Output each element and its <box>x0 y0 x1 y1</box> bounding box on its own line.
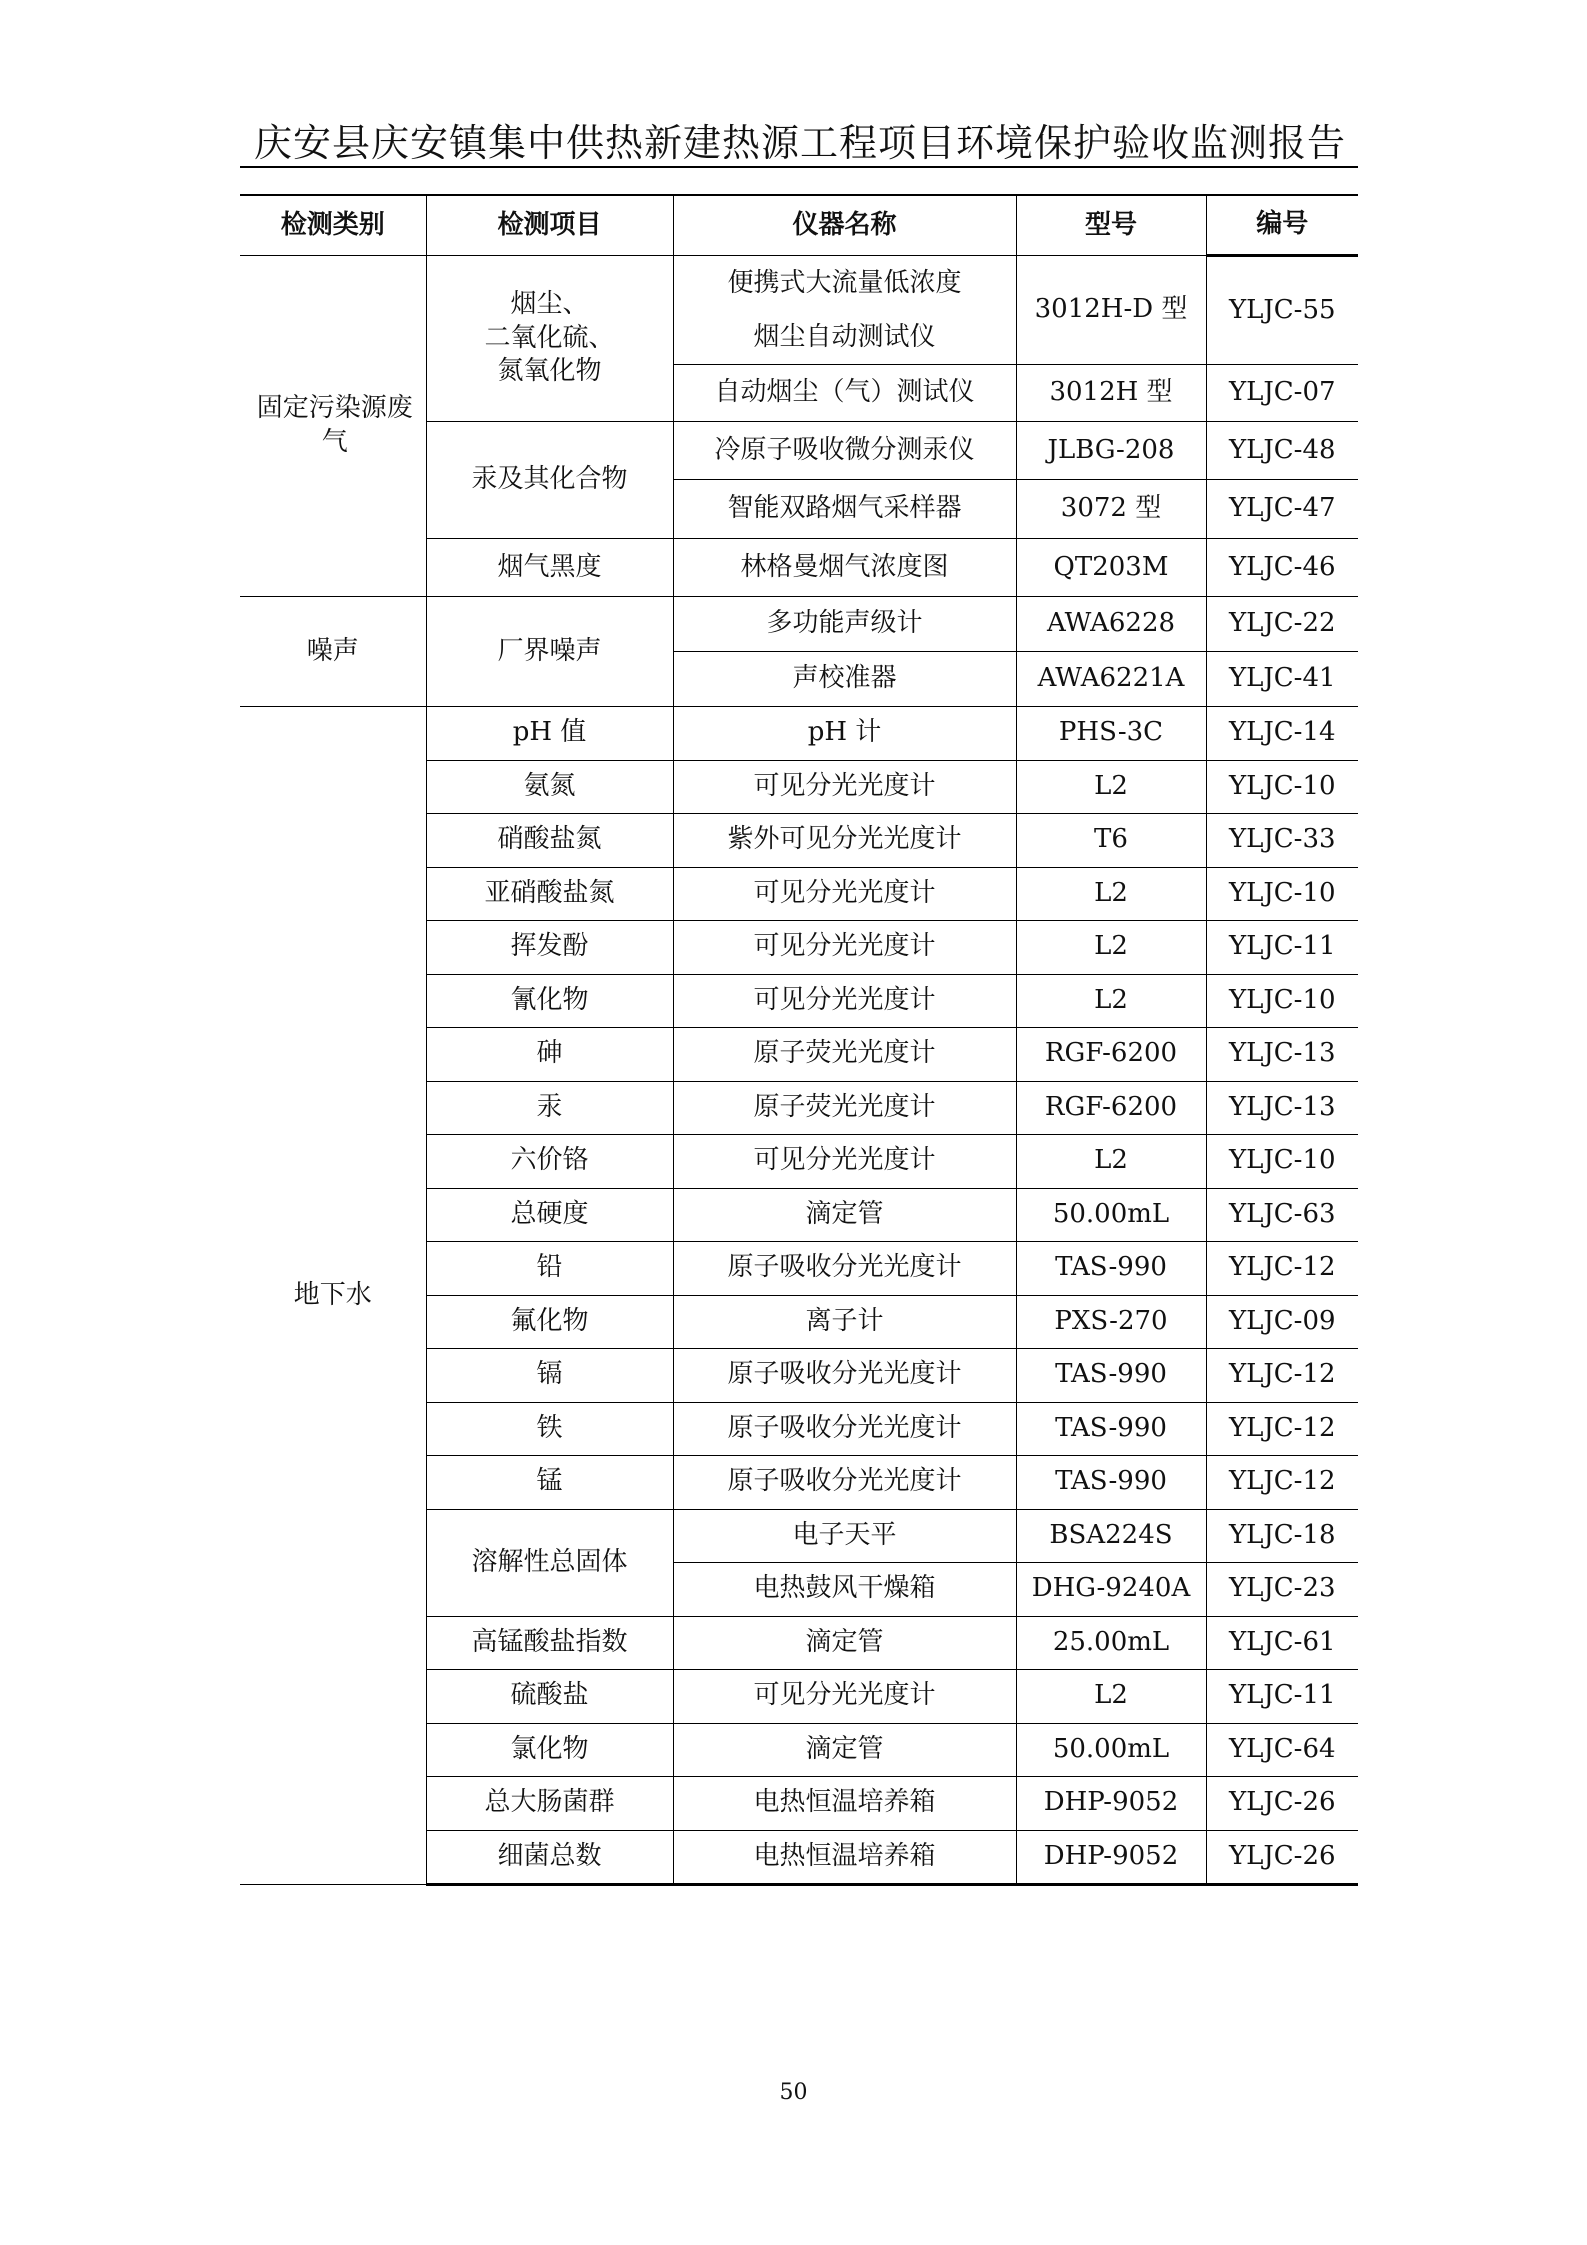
item-cell: 氯化物 <box>426 1723 673 1777</box>
code-cell: YLJC-41 <box>1206 652 1358 707</box>
instrument-cell: 电子天平 <box>673 1509 1016 1563</box>
code-cell: YLJC-64 <box>1206 1723 1358 1777</box>
item-cell <box>426 256 673 422</box>
instrument-cell: 滴定管 <box>673 1723 1016 1777</box>
model-cell: AWA6221A <box>1016 652 1206 707</box>
model-cell: T6 <box>1016 814 1206 868</box>
instrument-cell: 滴定管 <box>673 1616 1016 1670</box>
model-cell: JLBG-208 <box>1016 422 1206 480</box>
instrument-cell: 可见分光光度计 <box>673 1670 1016 1724</box>
code-cell: YLJC-14 <box>1206 707 1358 761</box>
model-cell: L2 <box>1016 921 1206 975</box>
instrument-cell: 可见分光光度计 <box>673 760 1016 814</box>
model-cell: TAS-990 <box>1016 1242 1206 1296</box>
code-cell: YLJC-26 <box>1206 1830 1358 1885</box>
model-cell: QT203M <box>1016 539 1206 597</box>
item-cell: 镉 <box>426 1349 673 1403</box>
instrument-cell: 自动烟尘（气）测试仪 <box>673 365 1016 422</box>
code-cell: YLJC-33 <box>1206 814 1358 868</box>
instrument-cell: 电热恒温培养箱 <box>673 1777 1016 1831</box>
item-cell: 烟气黑度 <box>426 539 673 597</box>
item-line: 烟尘、 <box>510 288 589 319</box>
code-cell: YLJC-13 <box>1206 1028 1358 1082</box>
instrument-cell: 滴定管 <box>673 1188 1016 1242</box>
code-cell: YLJC-63 <box>1206 1188 1358 1242</box>
item-cell: 厂界噪声 <box>426 597 673 707</box>
page-title: 庆安县庆安镇集中供热新建热源工程项目环境保护验收监测报告 <box>253 121 1346 165</box>
code-cell: YLJC-18 <box>1206 1509 1358 1563</box>
code-cell: YLJC-10 <box>1206 760 1358 814</box>
table-row <box>240 707 1358 761</box>
model-cell: 50.00mL <box>1016 1723 1206 1777</box>
header-instrument: 仪器名称 <box>673 195 1016 256</box>
model-cell: L2 <box>1016 867 1206 921</box>
item-cell: 铁 <box>426 1402 673 1456</box>
instrument-cell: 可见分光光度计 <box>673 921 1016 975</box>
code-cell: YLJC-09 <box>1206 1295 1358 1349</box>
model-cell: 3012H-D 型 <box>1016 256 1206 365</box>
item-cell: 细菌总数 <box>426 1830 673 1885</box>
model-cell: RGF-6200 <box>1016 1081 1206 1135</box>
table-row <box>240 597 1358 652</box>
item-cell: 汞及其化合物 <box>426 422 673 539</box>
header-model: 型号 <box>1016 195 1206 256</box>
code-cell: YLJC-26 <box>1206 1777 1358 1831</box>
code-cell: YLJC-07 <box>1206 365 1358 422</box>
title-rule <box>240 166 1358 168</box>
page-number: 50 <box>779 2080 808 2105</box>
instrument-cell: 可见分光光度计 <box>673 974 1016 1028</box>
item-cell: 溶解性总固体 <box>426 1509 673 1616</box>
model-cell: RGF-6200 <box>1016 1028 1206 1082</box>
model-cell: 3072 型 <box>1016 480 1206 539</box>
instrument-cell: 电热鼓风干燥箱 <box>673 1563 1016 1617</box>
instrument-cell: 可见分光光度计 <box>673 1135 1016 1189</box>
model-cell: DHP-9052 <box>1016 1830 1206 1885</box>
model-cell: BSA224S <box>1016 1509 1206 1563</box>
code-cell: YLJC-13 <box>1206 1081 1358 1135</box>
instrument-cell: 原子吸收分光光度计 <box>673 1242 1016 1296</box>
model-cell: TAS-990 <box>1016 1456 1206 1510</box>
model-cell: 25.00mL <box>1016 1616 1206 1670</box>
instrument-cell: 原子吸收分光光度计 <box>673 1349 1016 1403</box>
model-cell: TAS-990 <box>1016 1349 1206 1403</box>
code-cell: YLJC-12 <box>1206 1402 1358 1456</box>
category-cell: 固定污染源废气 <box>240 256 426 597</box>
model-cell: L2 <box>1016 974 1206 1028</box>
model-cell: 50.00mL <box>1016 1188 1206 1242</box>
table-header-row <box>240 195 1358 256</box>
instrument-cell: 冷原子吸收微分测汞仪 <box>673 422 1016 480</box>
category-cell: 噪声 <box>240 597 426 707</box>
instrument-cell: 原子荧光光度计 <box>673 1028 1016 1082</box>
code-cell: YLJC-11 <box>1206 921 1358 975</box>
item-line: 二氧化硫、 <box>484 322 615 353</box>
table-row <box>240 256 1358 365</box>
item-cell: 硝酸盐氮 <box>426 814 673 868</box>
model-cell: L2 <box>1016 760 1206 814</box>
model-cell: AWA6228 <box>1016 597 1206 652</box>
item-cell: 氰化物 <box>426 974 673 1028</box>
model-cell: 3012H 型 <box>1016 365 1206 422</box>
instrument-cell: 智能双路烟气采样器 <box>673 480 1016 539</box>
code-cell: YLJC-12 <box>1206 1456 1358 1510</box>
instrument-cell: pH 计 <box>673 707 1016 761</box>
item-cell: 汞 <box>426 1081 673 1135</box>
model-cell: PXS-270 <box>1016 1295 1206 1349</box>
model-cell: DHG-9240A <box>1016 1563 1206 1617</box>
model-cell: L2 <box>1016 1670 1206 1724</box>
model-cell: L2 <box>1016 1135 1206 1189</box>
instrument-cell: 声校准器 <box>673 652 1016 707</box>
model-cell: TAS-990 <box>1016 1402 1206 1456</box>
item-cell: 高锰酸盐指数 <box>426 1616 673 1670</box>
instrument-cell: 可见分光光度计 <box>673 867 1016 921</box>
instrument-table <box>240 194 1358 1886</box>
code-cell: YLJC-10 <box>1206 974 1358 1028</box>
code-cell: YLJC-61 <box>1206 1616 1358 1670</box>
instrument-cell <box>673 256 1016 365</box>
item-cell: 总大肠菌群 <box>426 1777 673 1831</box>
header-category: 检测类别 <box>240 195 426 256</box>
code-cell: YLJC-46 <box>1206 539 1358 597</box>
code-cell: YLJC-11 <box>1206 1670 1358 1724</box>
code-cell: YLJC-48 <box>1206 422 1358 480</box>
instrument-cell: 电热恒温培养箱 <box>673 1830 1016 1885</box>
code-cell: YLJC-12 <box>1206 1242 1358 1296</box>
instrument-cell: 原子荧光光度计 <box>673 1081 1016 1135</box>
code-cell: YLJC-12 <box>1206 1349 1358 1403</box>
code-cell: YLJC-47 <box>1206 480 1358 539</box>
code-cell: YLJC-22 <box>1206 597 1358 652</box>
item-cell: 总硬度 <box>426 1188 673 1242</box>
code-cell: YLJC-10 <box>1206 867 1358 921</box>
item-cell: 六价铬 <box>426 1135 673 1189</box>
header-code: 编号 <box>1206 195 1358 256</box>
item-cell: 锰 <box>426 1456 673 1510</box>
code-cell: YLJC-55 <box>1206 256 1358 365</box>
instrument-cell: 原子吸收分光光度计 <box>673 1402 1016 1456</box>
model-cell: PHS-3C <box>1016 707 1206 761</box>
code-cell: YLJC-10 <box>1206 1135 1358 1189</box>
instrument-line: 便携式大流量低浓度 <box>727 268 962 298</box>
item-cell: 氨氮 <box>426 760 673 814</box>
item-cell: pH 值 <box>426 707 673 761</box>
header-item: 检测项目 <box>426 195 673 256</box>
instrument-cell: 原子吸收分光光度计 <box>673 1456 1016 1510</box>
instrument-cell: 多功能声级计 <box>673 597 1016 652</box>
item-cell: 挥发酚 <box>426 921 673 975</box>
item-cell: 砷 <box>426 1028 673 1082</box>
category-cell: 地下水 <box>240 707 426 1885</box>
item-cell: 亚硝酸盐氮 <box>426 867 673 921</box>
instrument-cell: 离子计 <box>673 1295 1016 1349</box>
item-cell: 硫酸盐 <box>426 1670 673 1724</box>
instrument-line: 烟尘自动测试仪 <box>753 322 936 352</box>
code-cell: YLJC-23 <box>1206 1563 1358 1617</box>
item-cell: 氟化物 <box>426 1295 673 1349</box>
item-line: 氮氧化物 <box>497 356 602 387</box>
instrument-cell: 紫外可见分光光度计 <box>673 814 1016 868</box>
model-cell: DHP-9052 <box>1016 1777 1206 1831</box>
item-cell: 铅 <box>426 1242 673 1296</box>
instrument-cell: 林格曼烟气浓度图 <box>673 539 1016 597</box>
